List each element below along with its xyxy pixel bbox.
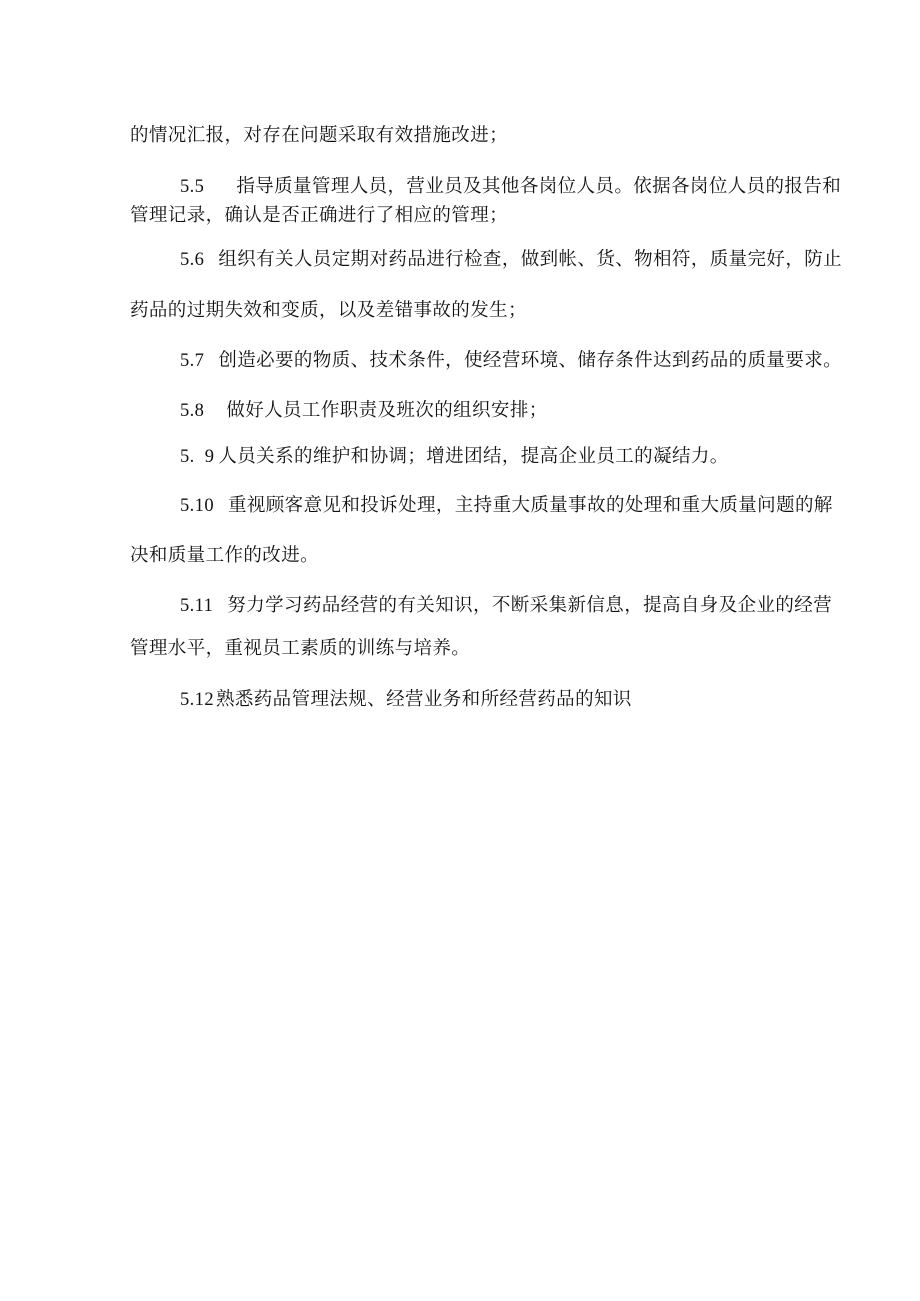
item-number: 5.12 — [180, 690, 214, 710]
item-number: 5.7 — [180, 351, 205, 371]
item-text: 管理水平，重视员工素质的训练与培养。 — [130, 638, 471, 659]
item-text: 指导质量管理人员，营业员及其他各岗位人员。依据各岗位人员的报告和 — [236, 176, 842, 197]
item-5-10-line-2 — [130, 544, 319, 568]
item-text: 管理记录，确认是否正确进行了相应的管理； — [130, 205, 509, 226]
item-text: 努力学习药品经营的有关知识，不断采集新信息，提高自身及企业的经营 — [227, 595, 833, 616]
item-number: 5.5 — [180, 177, 205, 197]
item-number: 5.10 — [180, 496, 214, 516]
item-number: 5. 9 — [180, 447, 215, 467]
line-text: 的情况汇报，对存在问题采取有效措施改进； — [130, 125, 509, 146]
item-5-6-line-1 — [180, 248, 842, 272]
item-5-11-line-2 — [130, 637, 470, 661]
item-number: 5.8 — [180, 401, 205, 421]
item-5-6-line-2 — [130, 299, 527, 323]
continuation-line — [130, 124, 508, 148]
item-text: 人员关系的维护和协调；增进团结，提高企业员工的凝结力。 — [218, 446, 729, 467]
item-number: 5.6 — [180, 250, 205, 270]
item-text: 组织有关人员定期对药品进行检查，做到帐、货、物相符，质量完好，防止 — [218, 249, 843, 270]
item-5-9-line-1 — [180, 445, 729, 469]
item-5-5-line-2 — [130, 204, 508, 228]
item-5-8-line-1 — [180, 399, 548, 423]
item-text: 做好人员工作职责及班次的组织安排； — [226, 400, 548, 421]
item-text: 创造必要的物质、技术条件，使经营环境、储存条件达到药品的质量要求。 — [218, 350, 843, 371]
item-text: 重视顾客意见和投诉处理，主持重大质量事故的处理和重大质量问题的解 — [227, 495, 833, 516]
item-5-11-line-1 — [180, 594, 832, 618]
item-5-5-line-1 — [180, 175, 841, 199]
item-number: 5.11 — [180, 596, 214, 616]
item-text: 熟悉药品管理法规、经营业务和所经营药品的知识 — [215, 689, 632, 710]
item-5-12-line-1 — [180, 688, 632, 712]
item-5-7-line-1 — [180, 349, 842, 373]
item-text: 药品的过期失效和变质，以及差错事故的发生； — [130, 300, 527, 321]
item-5-10-line-1 — [180, 494, 833, 518]
item-text: 决和质量工作的改进。 — [130, 545, 320, 566]
